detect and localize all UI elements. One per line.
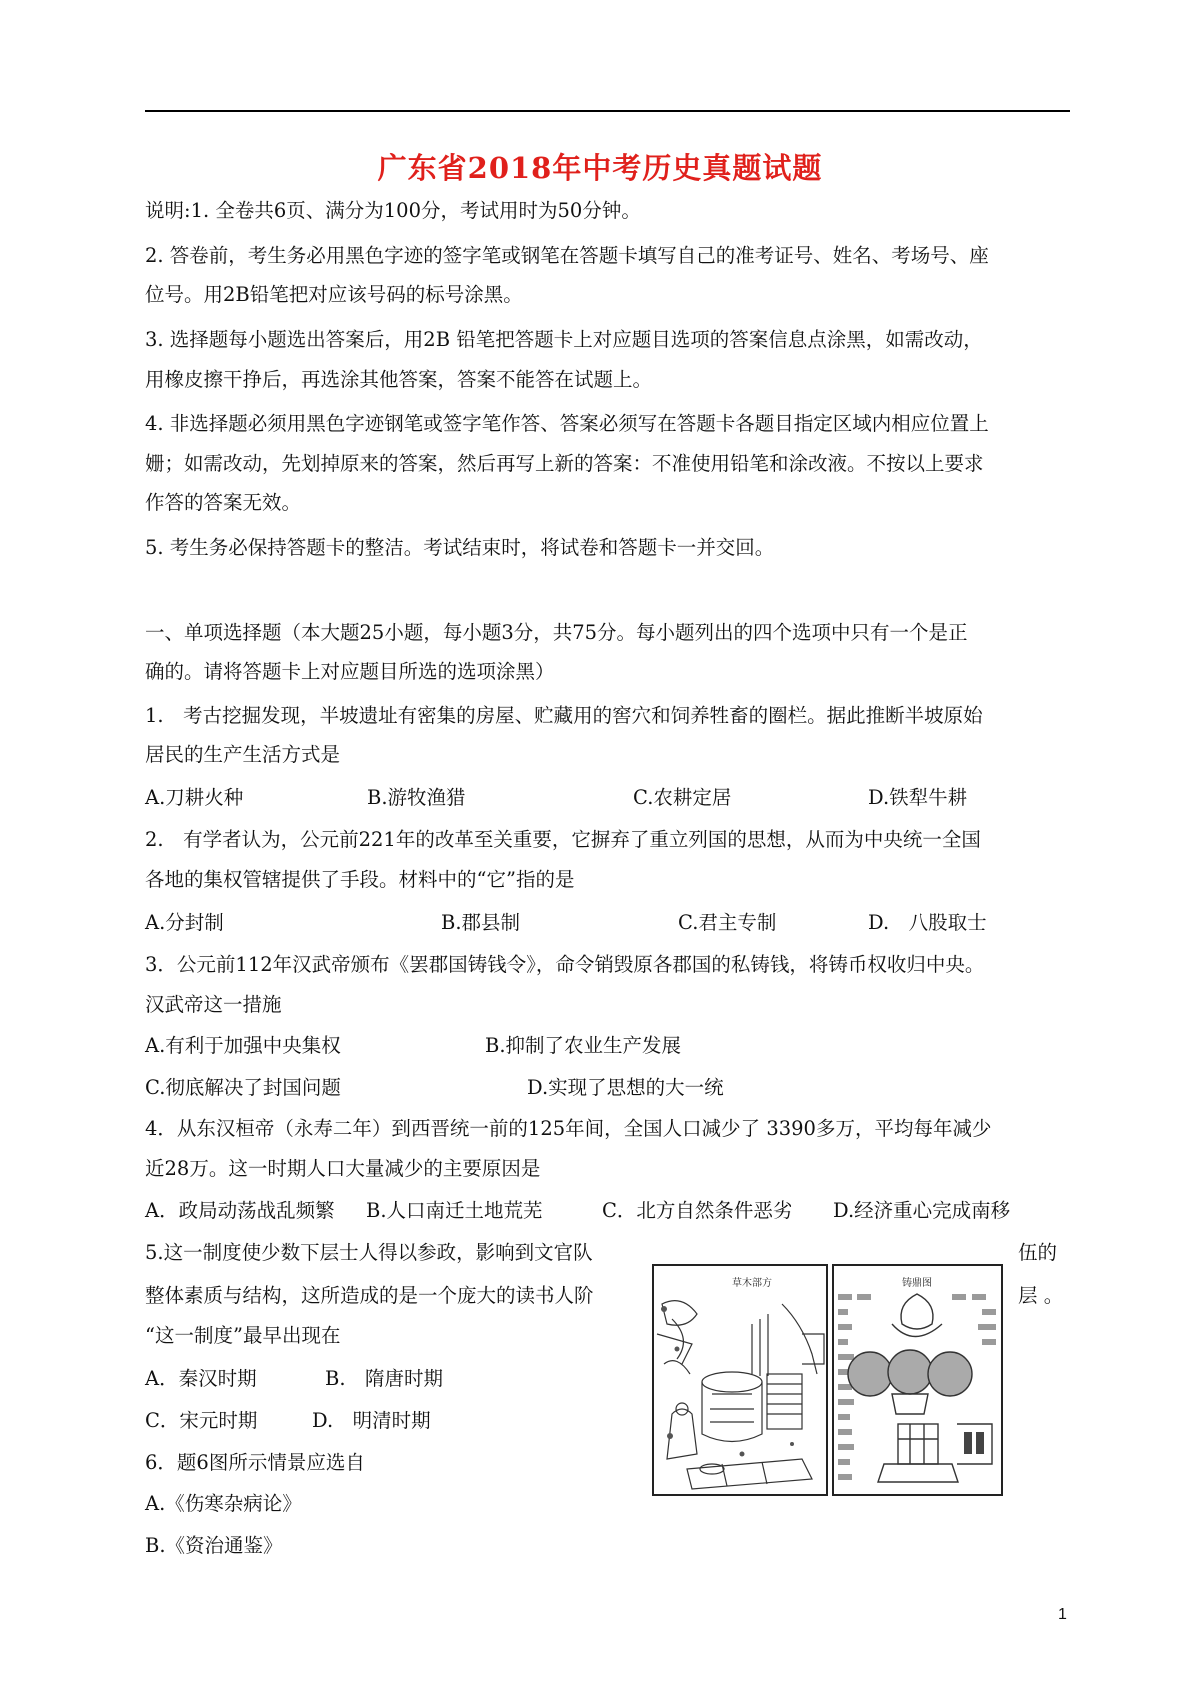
- question-2-stem: 2. 有学者认为，公元前221年的改革至关重要，它摒弃了重立列国的思想，从而为中央统一全国: [145, 828, 981, 851]
- page-number: 1: [1058, 1606, 1067, 1623]
- instruction-line: 2. 答卷前，考生务必用黑色字迹的签字笔或钢笔在答题卡填写自己的准考证号、姓名、考场号、座: [145, 244, 989, 267]
- instruction-line: 3. 选择题每小题选出答案后，用2B 铅笔把答题卡上对应题目选项的答案信息点涂黑，如需改动，: [145, 328, 983, 351]
- q5-option-d[interactable]: D. 明清时期: [312, 1409, 431, 1432]
- question-6-stem: 6．题6图所示情景应选自: [145, 1451, 365, 1474]
- q2-option-a[interactable]: A.分封制: [145, 911, 224, 934]
- instruction-line: 5. 考生务必保持答题卡的整洁。考试结束时，将试卷和答题卡一并交回。: [145, 536, 775, 559]
- question-3-stem: 汉武帝这一措施: [145, 993, 282, 1016]
- question-5-stem: “这一制度”最早出现在: [145, 1324, 341, 1347]
- instruction-line: 姗；如需改动，先划掉原来的答案，然后再写上新的答案：不准使用铅笔和涂改液。不按以上要求: [145, 452, 984, 475]
- q4-option-a[interactable]: A．政局动荡战乱频繁: [145, 1199, 335, 1222]
- q4-option-c[interactable]: C．北方自然条件恶劣: [602, 1199, 793, 1222]
- question-5-stem-right: 伍的: [1018, 1241, 1058, 1264]
- q2-option-d[interactable]: D. 八股取士: [868, 911, 987, 934]
- q5-option-a[interactable]: A．秦汉时期: [145, 1367, 257, 1390]
- section-heading: 一、单项选择题（本大题25小题，每小题3分，共75分。每小题列出的四个选项中只有一个是正: [145, 621, 968, 644]
- question-6-figure: [652, 1264, 1003, 1496]
- instruction-line: 用橡皮擦干挣后，再选涂其他答案，答案不能答在试题上。: [145, 368, 653, 391]
- q4-option-d[interactable]: D.经济重心完成南移: [833, 1199, 1011, 1222]
- figure-left-caption: 草木部方: [732, 1278, 772, 1289]
- q2-option-c[interactable]: C.君主专制: [678, 911, 777, 934]
- question-2-stem: 各地的集权管辖提供了手段。材料中的“它”指的是: [145, 868, 575, 891]
- question-3-stem: 3．公元前112年汉武帝颁布《罢郡国铸钱令》，命令销毁原各郡国的私铸钱，将铸币权收归中央。: [145, 953, 985, 976]
- question-1-stem: 居民的生产生活方式是: [145, 743, 341, 766]
- q2-option-b[interactable]: B.郡县制: [441, 911, 521, 934]
- question-4-stem: 4．从东汉桓帝（永寿二年）到西晋统一前的125年间，全国人口减少了 3390多万，平均每年减少: [145, 1117, 992, 1140]
- instruction-line: 位号。用2B铅笔把对应该号码的标号涂黑。: [145, 283, 523, 306]
- question-1-stem: 1. 考古挖掘发现，半坡遗址有密集的房屋、贮藏用的窖穴和饲养牲畜的圈栏。据此推断半坡原始: [145, 704, 983, 727]
- question-5-stem-right: 层 。: [1018, 1284, 1064, 1307]
- q6-option-b[interactable]: B.《资治通鉴》: [145, 1534, 283, 1557]
- q1-option-b[interactable]: B.游牧渔猎: [367, 786, 466, 809]
- q3-option-d[interactable]: D.实现了思想的大一统: [527, 1076, 724, 1099]
- instruction-line: 4. 非选择题必须用黑色字迹钢笔或签字笔作答、答案必须写在答题卡各题目指定区域内相应位置上: [145, 412, 989, 435]
- q1-option-d[interactable]: D.铁犁牛耕: [868, 786, 968, 809]
- figure-right-caption: 铸鼎图: [902, 1278, 932, 1289]
- page-title: 广东省2018年中考历史真题试题: [377, 151, 823, 185]
- q3-option-b[interactable]: B.抑制了农业生产发展: [485, 1034, 682, 1057]
- instruction-line: 作答的答案无效。: [145, 491, 302, 514]
- q5-option-c[interactable]: C．宋元时期: [145, 1409, 258, 1432]
- question-5-stem: 整体素质与结构，这所造成的是一个庞大的读书人阶: [145, 1284, 594, 1307]
- q3-option-c[interactable]: C.彻底解决了封国问题: [145, 1076, 341, 1099]
- header-rule: [145, 110, 1070, 112]
- section-heading: 确的。请将答题卡上对应题目所选的选项涂黑）: [145, 660, 555, 683]
- q4-option-b[interactable]: B.人口南迁土地荒芜: [366, 1199, 543, 1222]
- question-5-stem: 5.这一制度使少数下层士人得以参政，影响到文官队: [145, 1241, 593, 1264]
- q6-option-a[interactable]: A.《伤寒杂病论》: [145, 1492, 302, 1515]
- instruction-line: 说明:1. 全卷共6页、满分为100分，考试用时为50分钟。: [145, 199, 641, 222]
- q1-option-a[interactable]: A.刀耕火种: [145, 786, 244, 809]
- question-4-stem: 近28万。这一时期人口大量减少的主要原因是: [145, 1157, 541, 1180]
- q3-option-a[interactable]: A.有利于加强中央集权: [145, 1034, 341, 1057]
- q5-option-b[interactable]: B. 隋唐时期: [325, 1367, 444, 1390]
- q1-option-c[interactable]: C.农耕定居: [633, 786, 732, 809]
